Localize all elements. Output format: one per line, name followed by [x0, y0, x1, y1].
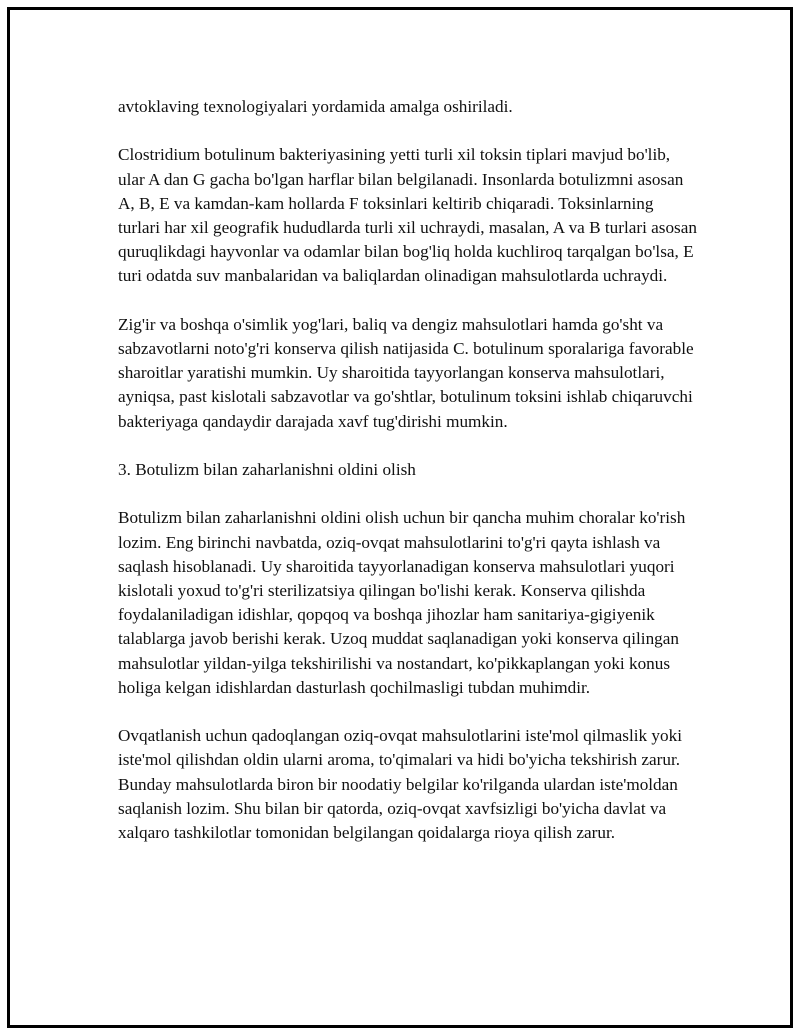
- paragraph-1: avtoklaving texnologiyalari yordamida amalga oshiriladi.: [118, 97, 513, 116]
- paragraph-2: Clostridium botulinum bakteriyasining yetti turli xil toksin tiplari mavjud bo'lib, ular A dan G gacha bo'lgan harflar bilan belgilanadi. Insonlarda botulizmni asosan A, B, E va kamdan-kam hollarda F toksinlari keltirib chiqaradi. Toksinlarning turlari har xil geografik hududlarda turli xil uchraydi, masalan, A va B turlari asosan quruqlikdagi hayvonlar va odamlar bilan bog'liq holda kuchliroq tarqalgan bo'lsa, E turi odatda suv manbalaridan va baliqlardan olinadigan mahsulotlarda uchraydi.: [118, 145, 697, 286]
- paragraph-3: Zig'ir va boshqa o'simlik yog'lari, baliq va dengiz mahsulotlari hamda go'sht va sabzavotlarni noto'g'ri konserva qilish natijasida C. botulinum sporalariga favorable sharoitlar yaratishi mumkin. Uy sharoitida tayyorlangan konserva mahsulotlari, ayniqsa, past kislotali sabzavotlar va go'shtlar, botulinum toksini ishlab chiqaruvchi bakteriyaga qandaydir darajada xavf tug'dirishi mumkin.: [118, 314, 694, 431]
- document-body: [118, 95, 698, 869]
- document-page: [7, 7, 793, 1028]
- section-heading: 3. Botulizm bilan zaharlanishni oldini olish: [118, 460, 416, 479]
- paragraph-5: Ovqatlanish uchun qadoqlangan oziq-ovqat mahsulotlarini iste'mol qilmaslik yoki iste'mol qilishdan oldin ularni aroma, to'qimalari va hidi bo'yicha tekshirish zarur. Bunday mahsulotlarda biron bir noodatiy belgilar ko'rilganda ulardan iste'moldan saqlanish lozim. Shu bilan bir qatorda, oziq-ovqat xavfsizligi bo'yicha davlat va xalqaro tashkilotlar tomonidan belgilangan qoidalarga rioya qilish zarur.: [118, 726, 682, 843]
- paragraph-4: Botulizm bilan zaharlanishni oldini olish uchun bir qancha muhim choralar ko'rish lozim. Eng birinchi navbatda, oziq-ovqat mahsulotlarini to'g'ri qayta ishlash va saqlash hisoblanadi. Uy sharoitida tayyorlanadigan konserva mahsulotlari yuqori kislotali yoxud to'g'ri sterilizatsiya qilingan bo'lishi kerak. Konserva qilishda foydalaniladigan idishlar, qopqoq va boshqa jihozlar ham sanitariya-gigiyenik talablarga javob berishi kerak. Uzoq muddat saqlanadigan yoki konserva qilingan mahsulotlar yildan-yilga tekshirilishi va nostandart, ko'pikkaplangan yoki konus holiga kelgan idishlardan dasturlash qochilmasligi tubdan muhimdir.: [118, 508, 686, 697]
